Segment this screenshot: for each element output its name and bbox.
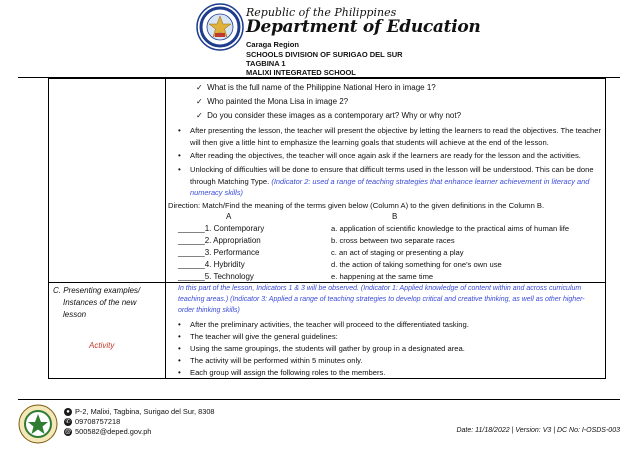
term-item: ______4. Hybridity xyxy=(178,260,245,269)
bullet-text: Each group will assign the following roles to the members. xyxy=(190,368,386,377)
bullet-text: Unlocking of difficulties will be done to ensure that difficult terms used in the lesson will be understood. This can be done xyxy=(190,165,594,174)
bullet-text: After presenting the lesson, the teacher will present the objective by letting the learners to read the objectives. The teacher xyxy=(190,126,602,135)
footer-email[interactable]: @ 500582@deped.gov.ph xyxy=(64,427,152,436)
document-info: Date: 11/18/2022 | Version: V3 | DC No: I-OSDS-003 xyxy=(456,427,620,434)
footer-address: ● P-2, Malixi, Tagbina, Surigao del Sur, 8308 xyxy=(64,407,215,416)
term-item: ______5. Technology xyxy=(178,272,254,281)
term-item: ______2. Appropriation xyxy=(178,236,261,245)
definition-item: e. happening at the same time xyxy=(331,272,434,281)
bullet-icon: • xyxy=(178,332,181,341)
motivation-cell xyxy=(166,79,606,283)
definition-item: a. application of scientific knowledge to the practical aims of human life xyxy=(331,224,570,233)
location-icon: ● xyxy=(64,408,72,416)
section-c-content-cell xyxy=(166,283,606,379)
section-c-label: C. Presenting examples/ xyxy=(53,286,141,295)
section-c-label-cell xyxy=(49,283,166,379)
email-icon: @ xyxy=(64,428,72,435)
section-c-label: Instances of the new xyxy=(63,298,137,307)
indicator-note: teaching areas.) (Indicator 3: Applied a range of teaching strategies to develop critical and creative thinking, as well as other higher- xyxy=(178,296,585,303)
table-row xyxy=(49,79,606,283)
list-item: ✓ What is the full name of the Philippine National Hero in image 1? xyxy=(196,83,436,92)
bullet-icon: • xyxy=(178,344,181,353)
bullet-icon: • xyxy=(178,368,181,377)
list-item: ✓ Do you consider these images as a contemporary art? Why or why not? xyxy=(196,111,462,120)
bullet-text: The teacher will give the general guidelines: xyxy=(190,332,338,341)
definition-item: c. an act of staging or presenting a play xyxy=(331,248,464,257)
lesson-plan-table xyxy=(48,78,606,379)
section-c-label: lesson xyxy=(63,310,87,319)
division-label: SCHOOLS DIVISION OF SURIGAO DEL SUR xyxy=(246,50,403,59)
bullet-icon: • xyxy=(178,165,181,174)
column-b-heading: B xyxy=(392,212,398,221)
checkmark-icon: ✓ xyxy=(196,97,203,106)
indicator-note: order thinking skills) xyxy=(178,307,240,314)
table-row xyxy=(49,283,606,379)
bullet-text: Using the same groupings, the students will gather by group in a designated area. xyxy=(190,344,465,353)
indicator-note: In this part of the lesson, Indicators 1 & 3 will be observed. (Indicator 1: Applied knowledge of content within and across curriculum xyxy=(178,285,582,292)
bullet-icon: • xyxy=(178,151,181,160)
bullet-text: After reading the objectives, the teacher will once again ask if the learners are ready for the lesson and the activities. xyxy=(190,151,581,160)
bullet-icon: • xyxy=(178,356,181,365)
department-title: Department of Education xyxy=(246,17,481,37)
activity-label: Activity xyxy=(89,341,115,350)
indicator-note: numeracy skills) xyxy=(190,188,243,197)
definition-item: b. cross between two separate races xyxy=(331,236,455,245)
district-label: TAGBINA 1 xyxy=(246,59,286,68)
region-label: Caraga Region xyxy=(246,40,299,49)
list-item: ✓ Who painted the Mona Lisa in image 2? xyxy=(196,97,349,106)
school-logo xyxy=(18,404,58,444)
term-item: ______3. Performance xyxy=(178,248,260,257)
bullet-icon: • xyxy=(178,320,181,329)
deped-seal-logo xyxy=(196,3,244,51)
school-label: MALIXI INTEGRATED SCHOOL xyxy=(246,68,356,77)
indicator-note: (Indicator 2: used a range of teaching strategies that enhance learner achievement in literacy and xyxy=(271,177,590,186)
term-item: ______1. Contemporary xyxy=(178,224,265,233)
bullet-text: After the preliminary activities, the teacher will proceed to the differentiated tasking. xyxy=(190,320,469,329)
bullet-text: The activity will be performed within 5 minutes only. xyxy=(190,356,363,365)
bullet-text: will then give a little hint to emphasize the learning goals that students will achieve at the end of the lesson. xyxy=(190,138,549,147)
checkmark-icon: ✓ xyxy=(196,83,203,92)
blank-label-cell xyxy=(49,79,166,283)
checkmark-icon: ✓ xyxy=(196,111,203,120)
republic-label: Republic of the Philippines xyxy=(246,6,397,19)
phone-icon: ✆ xyxy=(65,418,71,425)
bullet-icon: • xyxy=(178,126,181,135)
definition-item: d. the action of taking something for one's own use xyxy=(331,260,502,269)
bullet-text: through Matching Type. (Indicator 2: used a range of teaching strategies that enhance learner achievement in literacy and xyxy=(190,177,590,186)
column-a-heading: A xyxy=(226,212,232,221)
footer-phone: ✆ 09708757218 xyxy=(65,417,121,426)
direction-text: Direction: Match/Find the meaning of the terms given below (Column A) to the given definitions in the Column B. xyxy=(168,201,545,210)
footer-divider xyxy=(18,399,620,400)
